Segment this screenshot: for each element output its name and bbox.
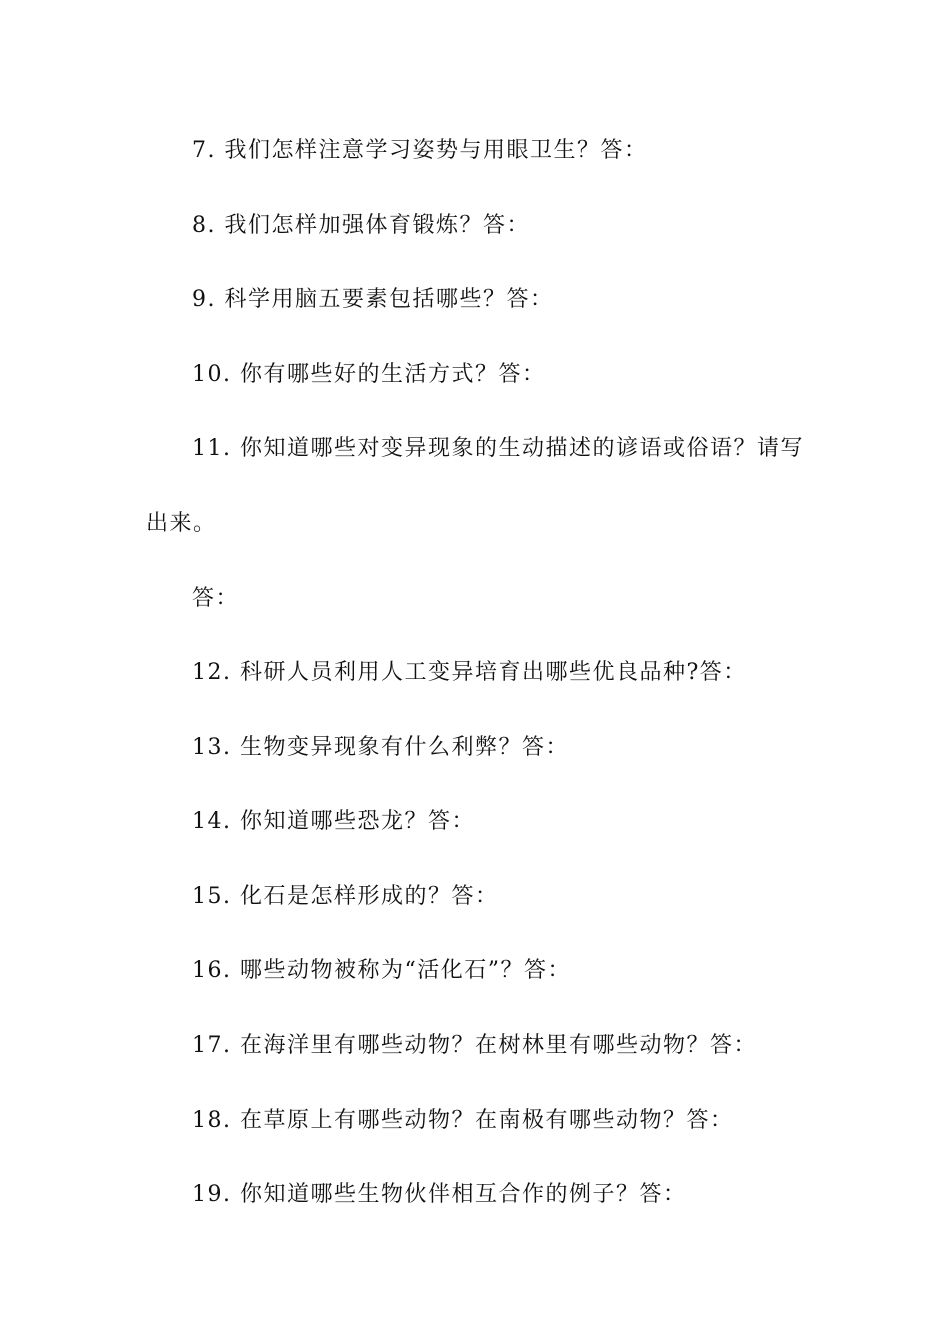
question-8: 8. 我们怎样加强体育锻炼？答： [192, 213, 530, 238]
question-15: 15. 化石是怎样形成的？答： [192, 884, 499, 909]
question-7: 7. 我们怎样注意学习姿势与用眼卫生？答： [192, 138, 648, 163]
question-11: 11. 你知道哪些对变异现象的生动描述的谚语或俗语？请写 [192, 436, 804, 461]
question-12: 12. 科研人员利用人工变异培育出哪些优良品种?答： [192, 660, 747, 685]
question-13: 13. 生物变异现象有什么利弊？答： [192, 735, 569, 760]
question-18: 18. 在草原上有哪些动物？在南极有哪些动物？答： [192, 1108, 734, 1133]
question-11-continuation: 出来。 [146, 511, 217, 536]
question-10: 10. 你有哪些好的生活方式？答： [192, 362, 546, 387]
question-19: 19. 你知道哪些生物伙伴相互合作的例子？答： [192, 1182, 687, 1207]
question-17: 17. 在海洋里有哪些动物？在树林里有哪些动物？答： [192, 1033, 757, 1058]
question-9: 9. 科学用脑五要素包括哪些？答： [192, 287, 554, 312]
question-14: 14. 你知道哪些恐龙？答： [192, 809, 475, 834]
answer-label-11: 答： [192, 586, 240, 611]
question-16: 16. 哪些动物被称为“活化石”？答： [192, 958, 571, 983]
